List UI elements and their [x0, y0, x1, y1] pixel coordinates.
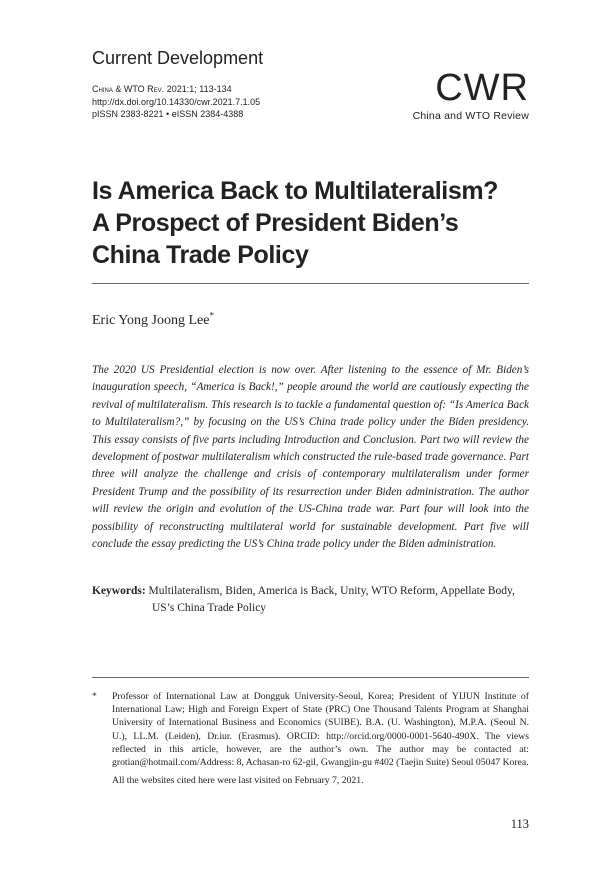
footnote-websites-note: All the websites cited here were last visited on February 7, 2021. — [112, 775, 364, 787]
doi-link[interactable]: http://dx.doi.org/10.14330/cwr.2021.7.1.05 — [92, 96, 261, 107]
issn-line: pISSN 2383-8221 • eISSN 2384-4388 — [92, 109, 244, 119]
keywords — [92, 583, 529, 617]
journal-abbrev: China & WTO Rev. — [92, 84, 165, 94]
title-line-3: China Trade Policy — [92, 241, 309, 269]
journal-logo — [413, 68, 529, 122]
abstract: The 2020 US Presidential election is now over. After listening to the essence of Mr. Biden’s inauguration speech, “America is Back!,” people around the world are cautiously expecting the revival of multilateralism. This research is to tackle a fundamental question of: “Is America Back to Multilateralism?,” by focusing on the US’s China trade policy under the Biden presidency. This essay consists of five parts including Introduction and Conclusion. Part two will review the development of postwar multilateralism which constructed the rule-based trade governance. Part three will analyze the challenge and crisis of contemporary multilateralism under former President Trump and the possibility of its resurrection under Biden administration. The author will review the origin and evolution of the US-China trade war. Part four will look into the possibility of reconstructing multilateral world for sustainable development. Part five will conclude the essay predicting the US’s China trade policy under the Biden administration. — [92, 364, 529, 551]
section-label: Current Development — [92, 48, 264, 68]
title-line-2: A Prospect of President Biden’s — [92, 209, 459, 237]
author-footnote-mark[interactable]: * — [209, 310, 214, 321]
article-title — [92, 175, 532, 271]
footnote-text: Professor of International Law at Dongguk University-Seoul, Korea; President of YIJUN Institute of International Law; High and Foreign Expert of State (PRC) One Thousand Talents Program at Shanghai University of International Business and Economics (SUIBE). B.A. (U. Washington), M.P.A. (Seoul N. U.), LL.M. (Leiden), Dr.iur. (Erasmus). ORCID: http://orcid.org/0000-0001-5640-490X. The views reflected in this article, however, are the author’s own. The author may be contacted at: grotian@hotmail.com/Address: 8, Achasan-ro 62-gil, Gwangjin-gu #402 (Taejin Suite) Seoul 05047 Korea. — [112, 691, 529, 769]
title-line-1: Is America Back to Multilateralism? — [92, 177, 499, 205]
page-number: 113 — [510, 817, 529, 831]
author-name — [92, 310, 214, 329]
citation-pages: 2021:1; 113-134 — [166, 84, 232, 94]
logo-mark: CWR — [435, 67, 529, 109]
keywords-label: Keywords: — [92, 585, 146, 597]
footnote — [92, 690, 529, 787]
logo-subtitle: China and WTO Review — [412, 110, 529, 122]
citation-line — [92, 83, 260, 96]
keywords-line-1: Multilateralism, Biden, America is Back, Unity, WTO Reform, Appellate Body, — [148, 585, 515, 597]
title-divider — [92, 283, 529, 284]
citation-meta — [92, 83, 260, 121]
author-text: Eric Yong Joong Lee — [92, 313, 210, 328]
footnote-divider — [92, 677, 529, 678]
footnote-marker: * — [92, 691, 97, 702]
keywords-line-2: US’s China Trade Policy — [152, 602, 267, 614]
